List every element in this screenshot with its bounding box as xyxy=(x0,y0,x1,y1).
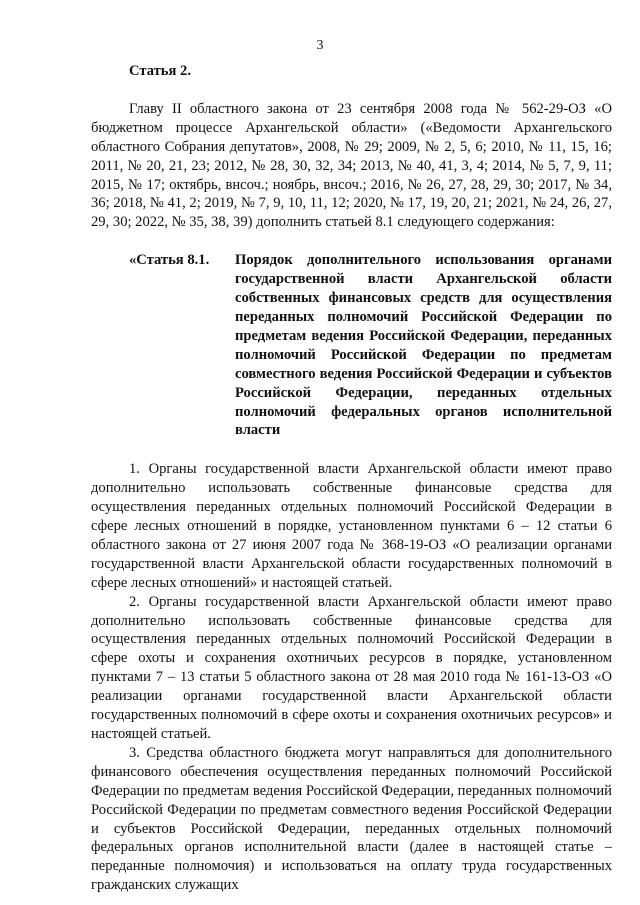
article-2-intro-paragraph: Главу II областного закона от 23 сентября 2008 года № 562-29-ОЗ «О бюджетном процессе Архангельской области» («Ведомости Архангельского областного Собрания депутатов», 2008, № 29; 2009, № 2, 5, 6; 2010, № 11, 15, 16; 2011, № 20, 21, 23; 2012, № 28, 30, 32, 34; 2013, № 40, 41, 3, 4; 2014, № 5, 7, 9, 11; 2015, № 17; октябрь, внсоч.; ноябрь, внсоч.; 2016, № 26, 27, 28, 29, 30; 2017, № 34, 36; 2018, № 41, 2; 2019, № 7, 9, 10, 11, 12; 2020, № 17, 19, 20, 21; 2021, № 24, 26, 27, 29, 30; 2022, № 35, 38, 39) дополнить статьей 8.1 следующего содержания: xyxy=(91,100,612,231)
article-8-1-title-block xyxy=(129,251,612,440)
article-8-1-title: Порядок дополнительного использования органами государственной власти Архангельской области собственных финансовых средств для осуществления переданных полномочий Российской Федерации по предметам ведения Российской Федерации, переданных полномочий Российской Федерации по предметам совместного ведения Российской Федерации и субъектов Российской Федерации, переданных отдельных полномочий федеральных органов исполнительной власти xyxy=(235,252,612,439)
article-8-1-paragraph-2: 2. Органы государственной власти Архангельской области имеют право дополнительно использовать собственные финансовые средства для осуществления переданных отдельных полномочий Российской Федерации в сфере охоты и сохранения охотничьих ресурсов в порядке, установленном пунктами 7 – 13 статьи 5 областного закона от 28 мая 2010 года № 161-13-ОЗ «О реализации органами государственной власти Архангельской области государственных полномочий в сфере охоты и сохранения охотничьих ресурсов» и настоящей статьей. xyxy=(91,593,612,742)
article-8-1-paragraph-1: 1. Органы государственной власти Архангельской области имеют право дополнительно использовать собственные финансовые средства для осуществления переданных отдельных полномочий Российской Федерации в сфере лесных отношений в порядке, установленном пунктами 6 – 12 статьи 6 областного закона от 27 июня 2007 года № 368-19-ОЗ «О реализации органами государственной власти Архангельской области государственных полномочий в сфере лесных отношений» и настоящей статьей. xyxy=(91,461,612,591)
page-number: 3 xyxy=(316,38,324,53)
article-8-1-paragraph-3: 3. Средства областного бюджета могут направляться для дополнительного финансового обеспечения осуществления переданных полномочий Российской Федерации по предметам ведения Российской Федерации, переданных полномочий Российской Федерации по предметам совместного ведения Российской Федерации и субъектов Российской Федерации, переданных отдельных полномочий федеральных органов исполнительной власти (далее в настоящей статье – переданные полномочия) и использоваться на оплату труда государственных гражданских служащих xyxy=(91,744,612,894)
article-2-heading: Статья 2. xyxy=(129,63,191,79)
article-8-1-number: «Статья 8.1. xyxy=(129,252,210,269)
document-body xyxy=(91,62,612,895)
